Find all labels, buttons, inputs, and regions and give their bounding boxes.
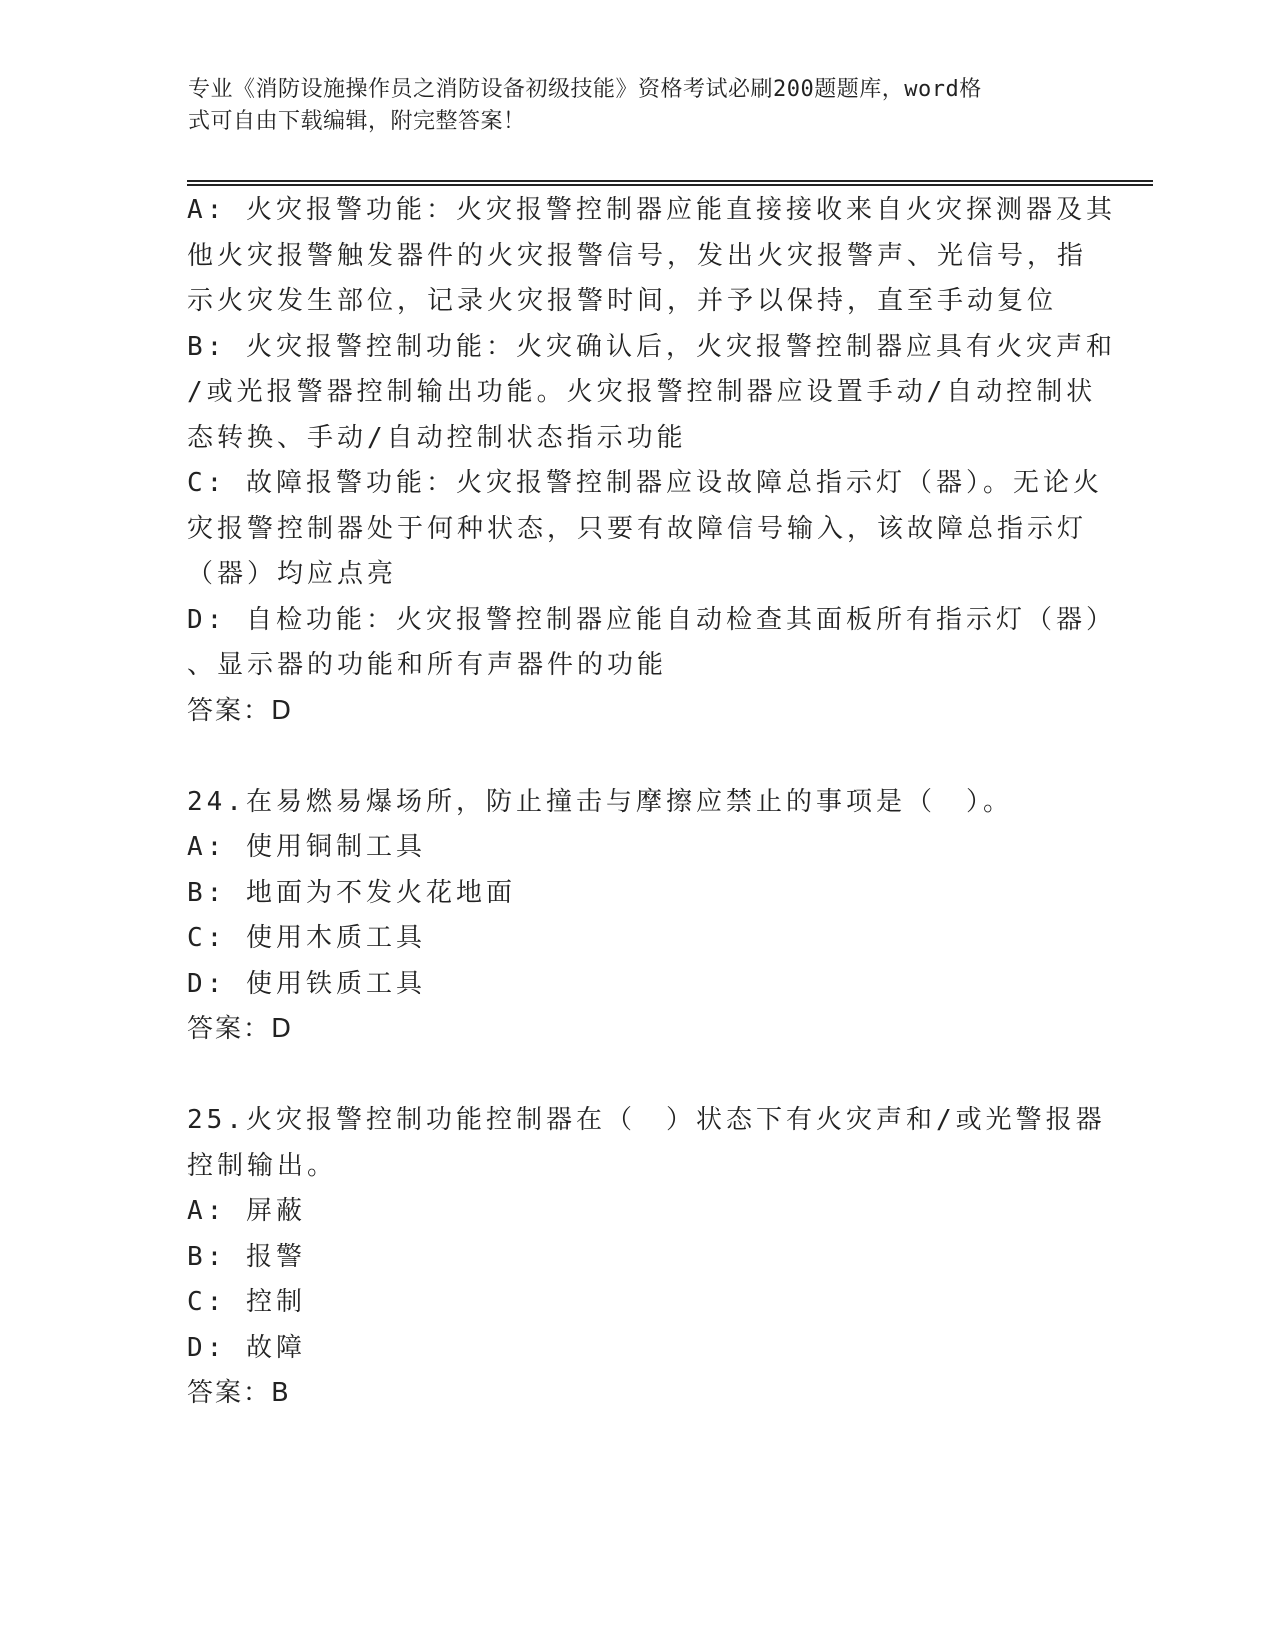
q25-option-b: B: 报警	[187, 1241, 306, 1272]
q24-answer: 答案：D	[187, 1014, 294, 1044]
question-23-block	[187, 188, 1116, 734]
q24-option-d: D: 使用铁质工具	[187, 968, 426, 999]
q25-option-c: C: 控制	[187, 1287, 306, 1317]
q25-question-line-2: 控制输出。	[187, 1150, 338, 1181]
q23-option-b-line-1: B: 火灾报警控制功能：火灾确认后，火灾报警控制器应具有火灾声和	[187, 331, 1116, 362]
q24-option-c: C: 使用木质工具	[187, 923, 426, 953]
header-divider-bottom	[187, 184, 1153, 186]
question-content	[187, 188, 1116, 1417]
q25-option-d: D: 故障	[187, 1332, 306, 1363]
q23-option-c-line-3: （器）均应点亮	[187, 559, 398, 589]
q24-option-b: B: 地面为不发火花地面	[187, 877, 516, 908]
q24-question-text: 24.在易燃易爆场所，防止撞击与摩擦应禁止的事项是（ ）。	[187, 786, 1013, 817]
q23-option-b-line-3: 态转换、手动/自动控制状态指示功能	[187, 422, 687, 453]
spacer	[187, 1053, 1087, 1099]
question-24-block	[187, 780, 1087, 1053]
q23-option-d-line-2: 、显示器的功能和所有声器件的功能	[187, 650, 668, 680]
q25-option-a: A: 屏蔽	[187, 1196, 306, 1226]
document-header	[188, 74, 1068, 138]
q23-option-c-line-1: C: 故障报警功能：火灾报警控制器应设故障总指示灯（器）。无论火	[187, 468, 1103, 498]
header-title-line-2: 式可自由下载编辑，附完整答案！	[188, 109, 526, 134]
q25-answer: 答案：B	[187, 1378, 291, 1408]
question-25-block	[187, 1098, 1106, 1417]
q24-option-a: A: 使用铜制工具	[187, 832, 426, 862]
q23-option-c-line-2: 灾报警控制器处于何种状态，只要有故障信号输入，该故障总指示灯	[187, 513, 1088, 544]
q23-option-b-line-2: /或光报警器控制输出功能。火灾报警控制器应设置手动/自动控制状	[187, 377, 1097, 407]
header-divider-top	[187, 180, 1153, 182]
q25-question-line-1: 25.火灾报警控制功能控制器在（ ）状态下有火灾声和/或光警报器	[187, 1105, 1106, 1135]
q23-option-a-line-2: 他火灾报警触发器件的火灾报警信号，发出火灾报警声、光信号，指	[187, 240, 1088, 271]
q23-option-d-line-1: D: 自检功能：火灾报警控制器应能自动检查其面板所有指示灯（器）	[187, 604, 1116, 635]
q23-option-a-line-1: A: 火灾报警功能：火灾报警控制器应能直接接收来自火灾探测器及其	[187, 195, 1116, 225]
q23-answer: 答案：D	[187, 695, 294, 726]
header-title-line-1: 专业《消防设施操作员之消防设备初级技能》资格考试必刷200题题库，word格	[188, 77, 982, 102]
spacer	[187, 734, 1087, 780]
q23-option-a-line-3: 示火灾发生部位，记录火灾报警时间，并予以保持，直至手动复位	[187, 286, 1058, 316]
